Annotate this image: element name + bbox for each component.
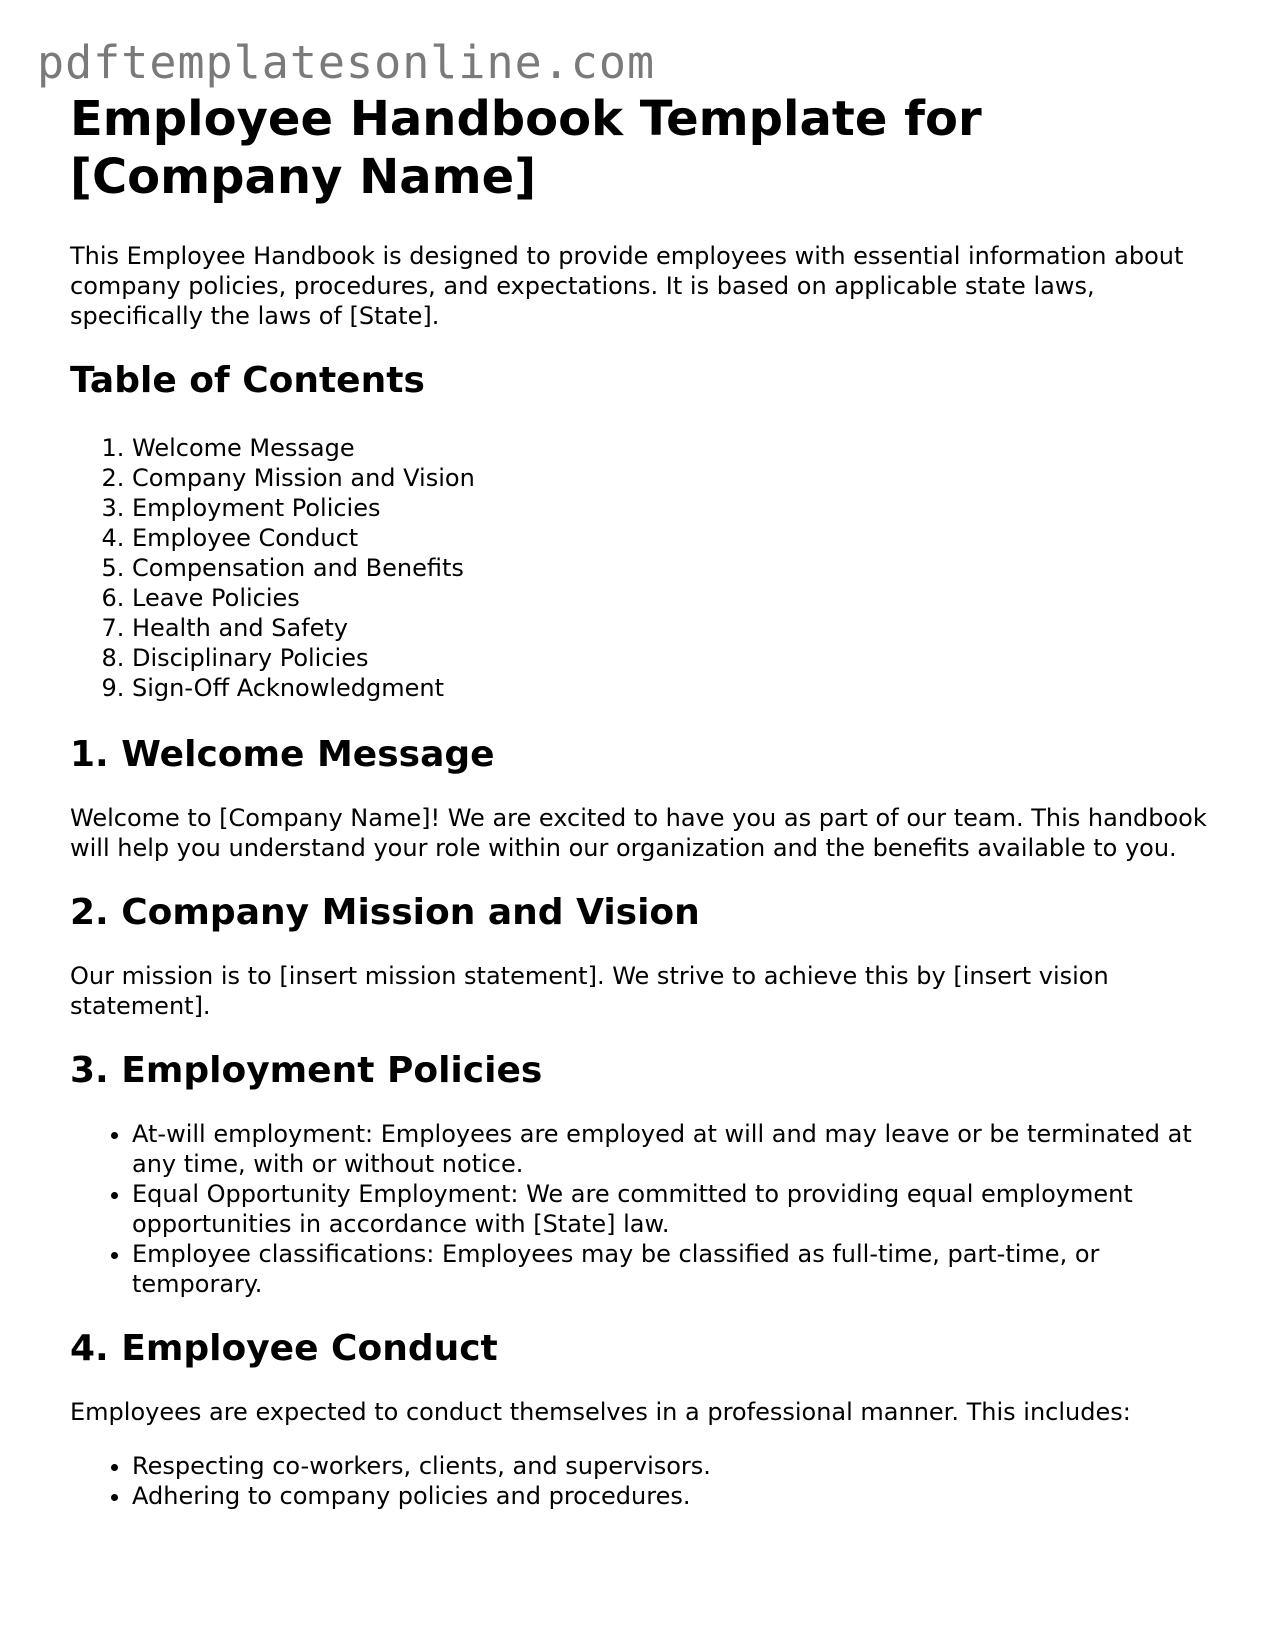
toc-item: 6. Leave Policies [132, 583, 1220, 613]
intro-paragraph: This Employee Handbook is designed to provide employees with essential information about company policies, procedures, and expectations. It is based on applicable state laws, specifically the laws of [State]. [70, 242, 1184, 330]
conduct-list [70, 1451, 1220, 1511]
toc-heading: Table of Contents [70, 360, 425, 401]
toc-list [70, 433, 1220, 703]
section-heading-employment: 3. Employment Policies [70, 1050, 543, 1091]
toc-item: 5. Compensation and Benefits [132, 553, 1220, 583]
toc-item: 9. Sign-Off Acknowledgment [132, 673, 1220, 703]
employment-policy-list [70, 1119, 1220, 1299]
section-body-welcome: Welcome to [Company Name]! We are excited to have you as part of our team. This handbook will help you understand your role within our organization and the benefits available to you. [70, 804, 1207, 862]
toc-item: 7. Health and Safety [132, 613, 1220, 643]
watermark: pdftemplatesonline.com [37, 36, 656, 89]
toc-item: 8. Disciplinary Policies [132, 643, 1220, 673]
toc-item: 2. Company Mission and Vision [132, 463, 1220, 493]
list-item: • Adhering to company policies and procedures. [132, 1481, 1220, 1511]
document-title: Employee Handbook Template for [Company Name] [70, 91, 982, 205]
section-heading-conduct: 4. Employee Conduct [70, 1328, 498, 1369]
toc-item: 1. Welcome Message [132, 433, 1220, 463]
section-body-conduct: Employees are expected to conduct themselves in a professional manner. This includes: [70, 1398, 1131, 1426]
list-item: • Equal Opportunity Employment: We are committed to providing equal employment opportunities in accordance with [State] law. [132, 1179, 1220, 1239]
document-page [70, 90, 1220, 1539]
section-heading-mission: 2. Company Mission and Vision [70, 892, 700, 933]
list-item: • At-will employment: Employees are employed at will and may leave or be terminated at any time, with or without notice. [132, 1119, 1220, 1179]
toc-item: 3. Employment Policies [132, 493, 1220, 523]
section-body-mission: Our mission is to [insert mission statement]. We strive to achieve this by [insert vision statement]. [70, 962, 1109, 1020]
list-item: • Employee classifications: Employees may be classified as full-time, part-time, or temporary. [132, 1239, 1220, 1299]
list-item: • Respecting co-workers, clients, and supervisors. [132, 1451, 1220, 1481]
toc-item: 4. Employee Conduct [132, 523, 1220, 553]
section-heading-welcome: 1. Welcome Message [70, 734, 495, 775]
